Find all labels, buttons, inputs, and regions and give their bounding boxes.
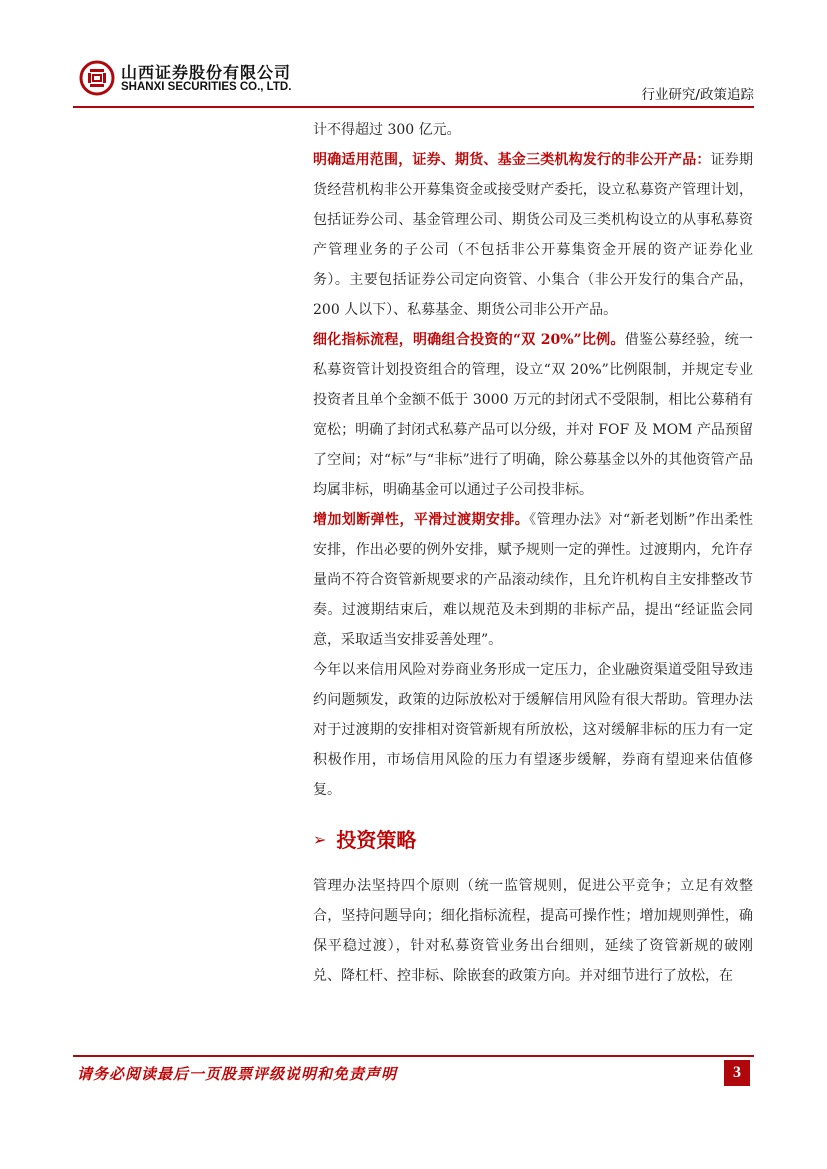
section-heading [313, 823, 753, 857]
report-body [313, 115, 753, 991]
paragraph-ratio: 细化指标流程，明确组合投资的“双 20%”比例。借鉴公募经验，统一私募资管计划投资组合的管理，设立“双 20%”比例限制，并规定专业投资者且单个金额不低于 3000 万元的封闭式不受限制，相比公募稍有宽松；明确了封闭式私募产品可以分级，并对 FOF 及 MOM 产品预留了空间；对“标”与“非标”进行了明确，除公募基金以外的其他资管产品均属非标，明确基金可以通过子公司投非标。 [313, 332, 754, 498]
paragraph-strategy: 管理办法坚持四个原则（统一监管规则，促进公平竞争；立足有效整合，坚持问题导向；细化指标流程，提高可操作性；增加规则弹性，确保平稳过渡），针对私募资管业务出台细则，延续了资管新规的破刚兑、降杠杆、控非标、除嵌套的政策方向。并对细节进行了放松，在 [313, 878, 753, 984]
paragraph-continuation: 计不得超过 300 亿元。 [313, 122, 461, 138]
company-name-cn: 山西证券股份有限公司 [121, 63, 292, 82]
paragraph-heading: 增加划断弹性，平滑过渡期安排。 [313, 512, 530, 528]
footer-divider [73, 1055, 754, 1057]
page-number: 3 [724, 1060, 750, 1086]
paragraph-heading: 明确适用范围，证券、期货、基金三类机构发行的非公开产品： [313, 152, 711, 168]
paragraph-heading: 细化指标流程，明确组合投资的“双 20%”比例。 [313, 332, 625, 348]
section-title: 投资策略 [336, 828, 417, 852]
header-divider [73, 106, 754, 108]
paragraph-scope: 明确适用范围，证券、期货、基金三类机构发行的非公开产品：证券期货经营机构非公开募集资金或接受财产委托，设立私募资产管理计划，包括证券公司、基金管理公司、期货公司及三类机构设立的从事私募资产管理业务的子公司（不包括非公开募集资金开展的资产证券化业务）。主要包括证券公司定向资管、小集合（非公开发行的集合产品，200 人以下）、私募基金、期货公司非公开产品。 [313, 152, 754, 318]
company-logo-icon [79, 60, 115, 96]
arrow-bullet-icon: ➢ [313, 830, 327, 849]
company-name-en: SHANXI SECURITIES CO., LTD. [121, 81, 292, 93]
disclaimer-note: 请务必阅读最后一页股票评级说明和免责声明 [77, 1065, 398, 1083]
paragraph-credit-risk: 今年以来信用风险对券商业务形成一定压力，企业融资渠道受阻导致违约问题频发，政策的边际放松对于缓解信用风险有很大帮助。管理办法对于过渡期的安排相对资管新规有所放松，这对缓解非标的压力有一定积极作用，市场信用风险的压力有望逐步缓解，券商有望迎来估值修复。 [313, 662, 753, 798]
paragraph-transition: 增加划断弹性，平滑过渡期安排。《管理办法》对“新老划断”作出柔性安排，作出必要的例外安排，赋予规则一定的弹性。过渡期内，允许存量尚不符合资管新规要求的产品滚动续作，且允许机构自主安排整改节奏。过渡期结束后，难以规范及未到期的非标产品，提出“经证监会同意，采取适当安排妥善处理”。 [313, 512, 753, 648]
report-category: 行业研究/政策追踪 [641, 87, 754, 103]
